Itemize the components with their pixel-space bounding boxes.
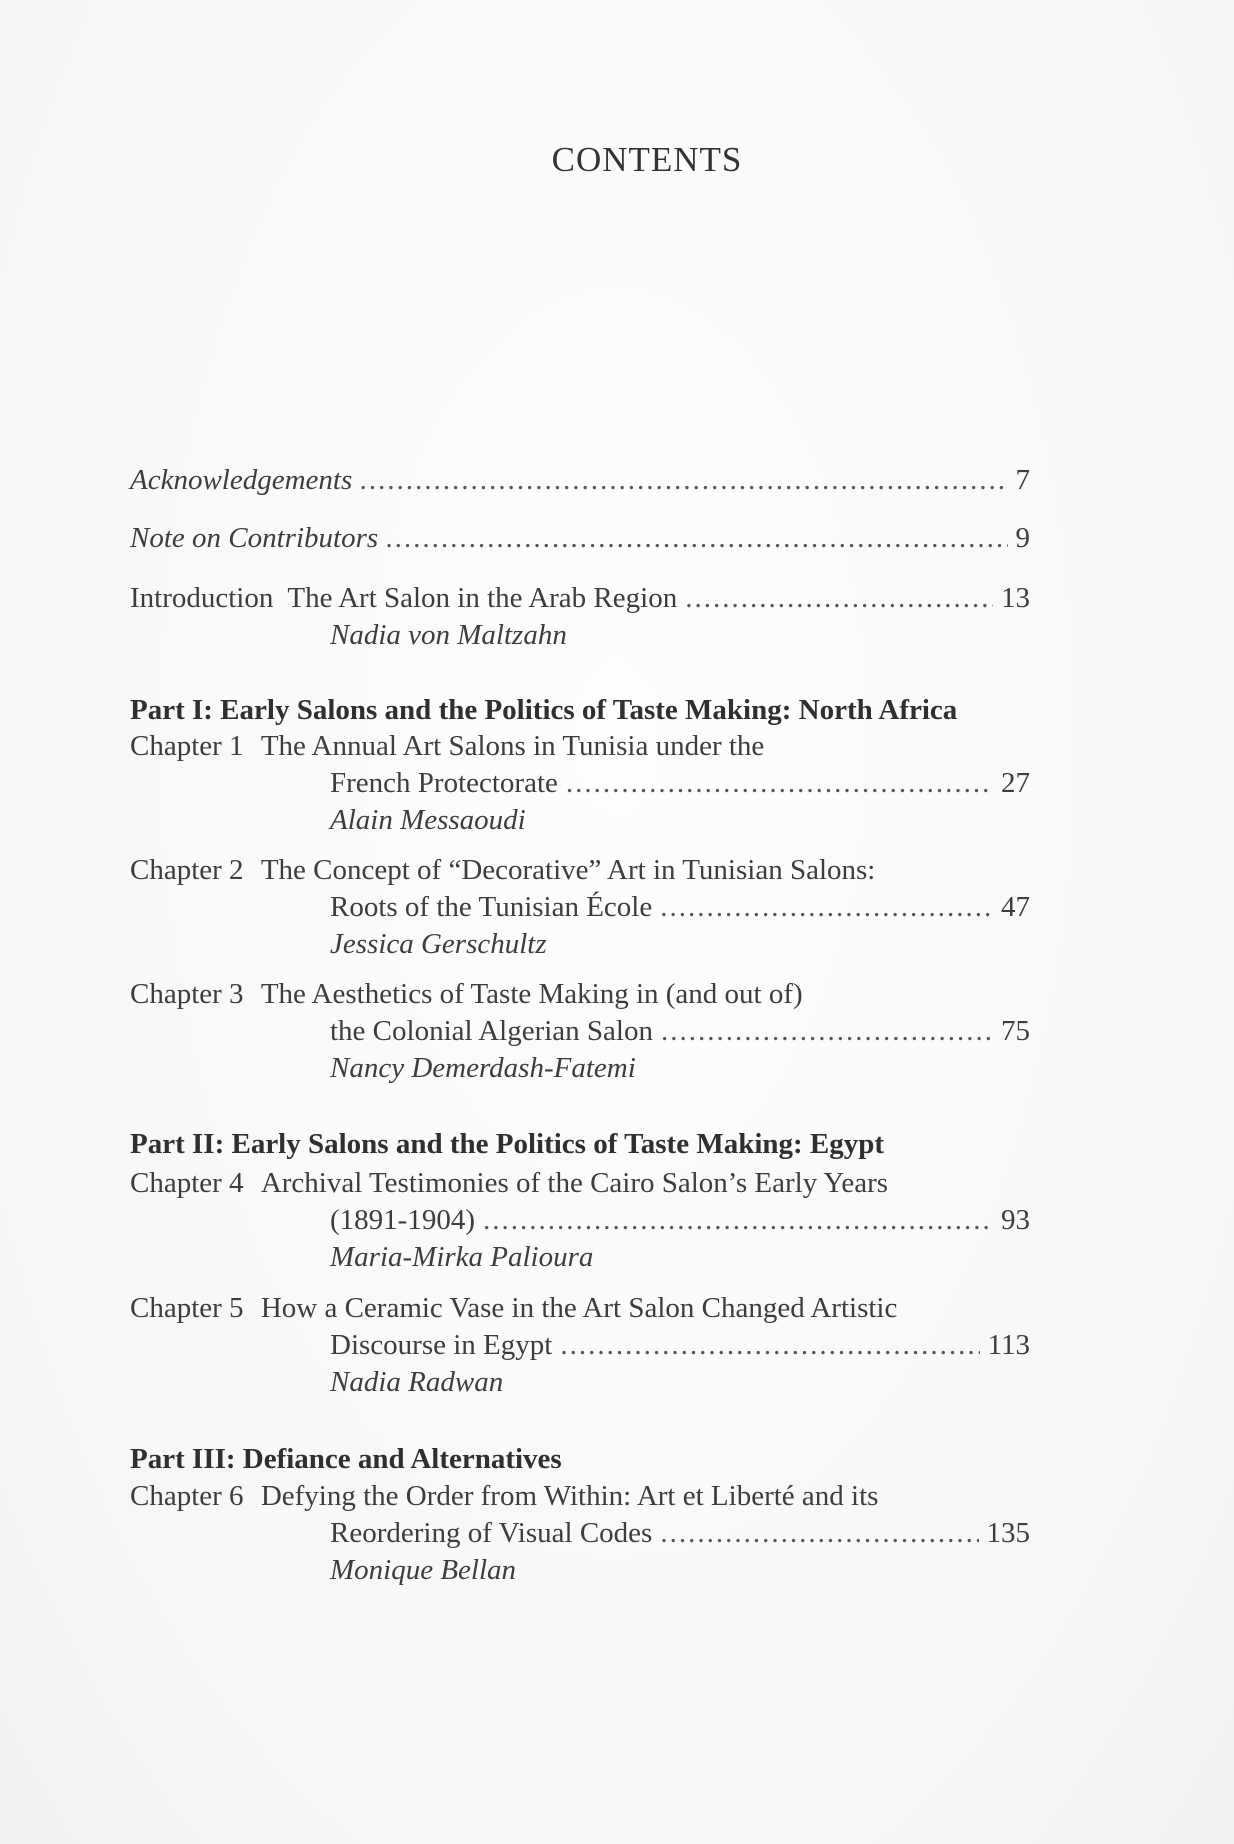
- chapter-author: Alain Messaoudi: [330, 804, 526, 836]
- dot-leader: [566, 765, 993, 801]
- page-number: 75: [1001, 1015, 1030, 1047]
- chapter-title-cont: Discourse in Egypt: [330, 1329, 553, 1361]
- chapter-title: Archival Testimonies of the Cairo Salon’s Early Years: [260, 1167, 889, 1199]
- chapter-author: Jessica Gerschultz: [330, 928, 547, 960]
- entry-label: Acknowledgements: [130, 464, 353, 496]
- chapter-3-line2[interactable]: [330, 1013, 1030, 1049]
- chapter-label: Chapter 4: [130, 1167, 244, 1199]
- chapter-title-cont: (1891-1904): [330, 1204, 475, 1236]
- chapter-title-cont: the Colonial Algerian Salon: [330, 1015, 653, 1047]
- page-number: 135: [986, 1517, 1030, 1549]
- part-heading-1: Part I: Early Salons and the Politics of Taste Making: North Africa: [130, 694, 958, 726]
- toc-entry-acknowledgements[interactable]: [130, 462, 1030, 498]
- entry-label: Note on Contributors: [130, 522, 379, 554]
- chapter-title-cont: French Protectorate: [330, 767, 558, 799]
- chapter-title-cont: Reordering of Visual Codes: [330, 1517, 653, 1549]
- chapter-author: Nancy Demerdash-Fatemi: [330, 1052, 636, 1084]
- chapter-2-line1[interactable]: [130, 852, 875, 888]
- chapter-1-line2[interactable]: [330, 765, 1030, 801]
- page-number: 7: [1015, 464, 1030, 496]
- dot-leader: [660, 1515, 978, 1551]
- chapter-label: Chapter 1: [130, 730, 244, 762]
- page-number: 47: [1001, 891, 1030, 923]
- entry-prefix: Introduction: [130, 582, 274, 614]
- toc-entry-introduction[interactable]: [130, 580, 1030, 616]
- chapter-author: Maria-Mirka Palioura: [330, 1241, 594, 1273]
- chapter-label: Chapter 2: [130, 854, 244, 886]
- page-number: 93: [1001, 1204, 1030, 1236]
- chapter-title: How a Ceramic Vase in the Art Salon Changed Artistic: [260, 1292, 898, 1324]
- chapter-5-line1[interactable]: [130, 1290, 897, 1326]
- chapter-1-line1[interactable]: [130, 728, 764, 764]
- chapter-label: Chapter 5: [130, 1292, 244, 1324]
- chapter-label: Chapter 3: [130, 978, 244, 1010]
- chapter-label: Chapter 6: [130, 1480, 244, 1512]
- chapter-3-line1[interactable]: [130, 976, 803, 1012]
- chapter-4-line2[interactable]: [330, 1202, 1030, 1238]
- dot-leader: [386, 520, 1007, 556]
- dot-leader: [661, 1013, 993, 1049]
- page-number: 9: [1015, 522, 1030, 554]
- dot-leader: [360, 462, 1007, 498]
- dot-leader: [660, 889, 993, 925]
- page-number: 13: [1001, 582, 1030, 614]
- dot-leader: [483, 1202, 993, 1238]
- chapter-4-line1[interactable]: [130, 1165, 888, 1201]
- chapter-6-line1[interactable]: [130, 1478, 878, 1514]
- chapter-title-cont: Roots of the Tunisian École: [330, 891, 653, 923]
- part-heading-2: Part II: Early Salons and the Politics of Taste Making: Egypt: [130, 1128, 885, 1160]
- chapter-author: Monique Bellan: [330, 1554, 517, 1586]
- page-number: 113: [987, 1329, 1030, 1361]
- chapter-title: The Concept of “Decorative” Art in Tunisian Salons:: [260, 854, 876, 886]
- entry-title: The Art Salon in the Arab Region: [287, 582, 678, 614]
- chapter-2-line2[interactable]: [330, 889, 1030, 925]
- chapter-6-line2[interactable]: [330, 1515, 1030, 1551]
- entry-author: Nadia von Maltzahn: [330, 619, 567, 651]
- page-number: 27: [1001, 767, 1030, 799]
- dot-leader: [560, 1327, 979, 1363]
- chapter-title: The Annual Art Salons in Tunisia under the: [260, 730, 765, 762]
- chapter-title: Defying the Order from Within: Art et Liberté and its: [260, 1480, 879, 1512]
- contents-title: CONTENTS: [551, 140, 743, 179]
- chapter-title: The Aesthetics of Taste Making in (and out of): [260, 978, 803, 1010]
- toc-entry-contributors[interactable]: [130, 520, 1030, 556]
- chapter-author: Nadia Radwan: [330, 1366, 504, 1398]
- part-heading-3: Part III: Defiance and Alternatives: [130, 1443, 562, 1475]
- chapter-5-line2[interactable]: [330, 1327, 1030, 1363]
- dot-leader: [685, 580, 993, 616]
